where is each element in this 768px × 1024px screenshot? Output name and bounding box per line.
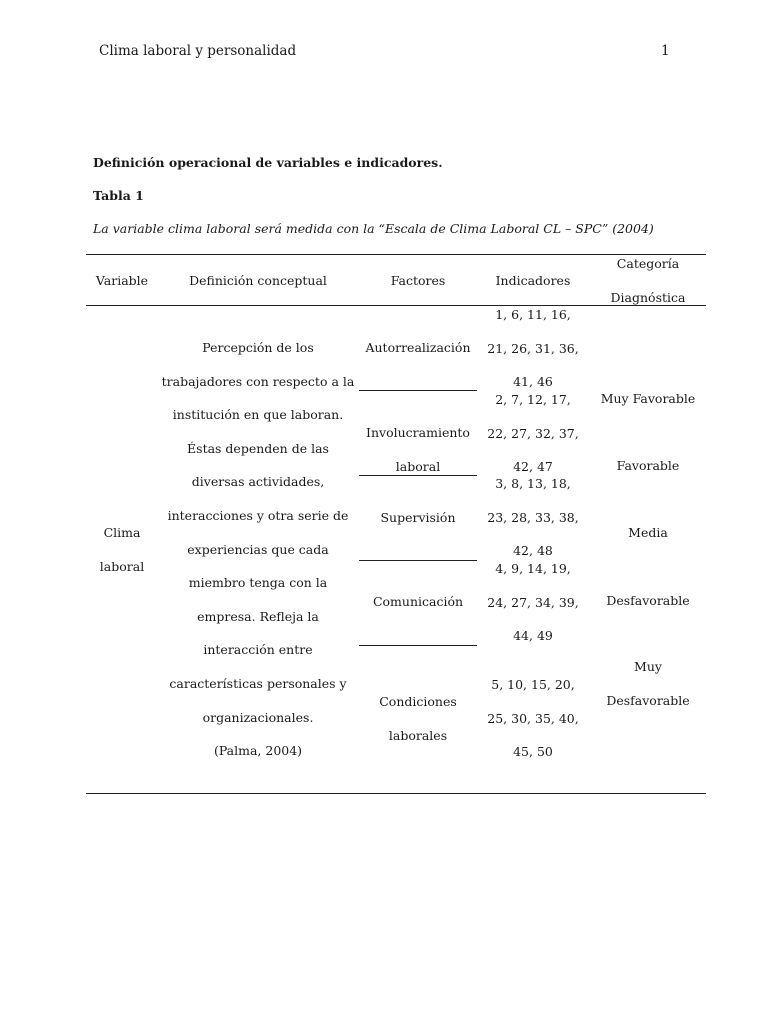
indicators-group bbox=[478, 668, 588, 769]
indicator-line: 4, 9, 14, 19, bbox=[495, 561, 571, 576]
table-header-rule bbox=[86, 305, 706, 306]
indicator-line: 42, 47 bbox=[513, 459, 553, 475]
indicator-line: 5, 10, 15, 20, bbox=[491, 677, 575, 692]
category-media: Media bbox=[628, 525, 668, 540]
indicator-line: 1, 6, 11, 16, bbox=[495, 307, 571, 322]
header-indicators: Indicadores bbox=[495, 273, 571, 288]
factor-line: laboral bbox=[395, 458, 441, 474]
indicator-line: 3, 8, 13, 18, bbox=[495, 476, 571, 491]
category-line: Muy bbox=[634, 659, 662, 674]
category-muy-desfavorable bbox=[590, 650, 706, 717]
factor-line: Supervisión bbox=[380, 510, 456, 525]
definition-line: empresa. Refleja la bbox=[197, 608, 319, 624]
category-favorable: Favorable bbox=[616, 458, 680, 473]
indicator-line: 42, 48 bbox=[513, 543, 553, 559]
table-label: Tabla 1 bbox=[93, 188, 144, 203]
definition-line: interacción entre bbox=[203, 642, 313, 658]
header-variable: Variable bbox=[95, 273, 149, 288]
factor-involucramiento bbox=[359, 416, 477, 483]
indicator-line: 44, 49 bbox=[513, 628, 553, 644]
page-number: 1 bbox=[661, 43, 670, 59]
factor-line: Comunicación bbox=[372, 594, 464, 609]
header-factors: Factores bbox=[390, 273, 446, 288]
indicator-line: 45, 50 bbox=[513, 744, 553, 760]
definition-line: Éstas dependen de las bbox=[187, 440, 329, 456]
header-category-line1: Categoría bbox=[616, 256, 680, 271]
definition-line: diversas actividades, bbox=[191, 474, 325, 490]
factor-line: Condiciones bbox=[379, 694, 457, 709]
table-bottom-rule bbox=[86, 793, 706, 794]
indicator-line: 22, 27, 32, 37, bbox=[487, 425, 579, 441]
definition-line: organizacionales. bbox=[202, 709, 314, 725]
indicator-line: 21, 26, 31, 36, bbox=[487, 340, 579, 356]
definition-line: características personales y bbox=[169, 675, 347, 691]
variable-line: laboral bbox=[99, 558, 145, 574]
factor-supervision bbox=[359, 501, 477, 535]
table-top-rule bbox=[86, 254, 706, 255]
indicator-line: 41, 46 bbox=[513, 374, 553, 390]
running-header-title: Clima laboral y personalidad bbox=[99, 43, 297, 59]
factor-separator bbox=[359, 390, 477, 391]
variable-line: Clima bbox=[103, 525, 141, 540]
definition-line: trabajadores con respecto a la bbox=[161, 373, 355, 389]
factor-line: Autorrealización bbox=[365, 340, 471, 355]
factor-line: Involucramiento bbox=[366, 425, 470, 440]
definition-cell bbox=[158, 331, 358, 768]
definition-line: (Palma, 2004) bbox=[213, 743, 303, 759]
definition-line: experiencias que cada bbox=[187, 541, 329, 557]
definition-line: interacciones y otra serie de bbox=[167, 507, 349, 523]
category-line: Desfavorable bbox=[606, 692, 690, 708]
indicator-line: 24, 27, 34, 39, bbox=[487, 594, 579, 610]
table-caption: La variable clima laboral será medida con la “Escala de Clima Laboral CL – SPC” (2004) bbox=[93, 221, 654, 236]
factor-separator bbox=[359, 560, 477, 561]
category-muy-favorable: Muy Favorable bbox=[600, 391, 696, 406]
category-desfavorable: Desfavorable bbox=[606, 593, 690, 608]
factor-line: laborales bbox=[388, 727, 448, 743]
definition-line: miembro tenga con la bbox=[188, 575, 328, 591]
indicator-line: 23, 28, 33, 38, bbox=[487, 509, 579, 525]
indicators-group bbox=[478, 552, 588, 653]
indicator-line: 2, 7, 12, 17, bbox=[495, 392, 571, 407]
definition-line: Percepción de los bbox=[202, 340, 314, 355]
definition-line: institución en que laboran. bbox=[172, 407, 344, 423]
factor-autorrealizacion bbox=[359, 331, 477, 365]
variable-cell bbox=[86, 516, 158, 583]
factor-condiciones bbox=[359, 685, 477, 752]
header-definition: Definición conceptual bbox=[189, 273, 327, 288]
section-title: Definición operacional de variables e indicadores. bbox=[93, 155, 443, 170]
factor-separator bbox=[359, 645, 477, 646]
indicator-line: 25, 30, 35, 40, bbox=[487, 710, 579, 726]
factor-comunicacion bbox=[359, 585, 477, 619]
header-category-line2: Diagnóstica bbox=[610, 290, 686, 305]
